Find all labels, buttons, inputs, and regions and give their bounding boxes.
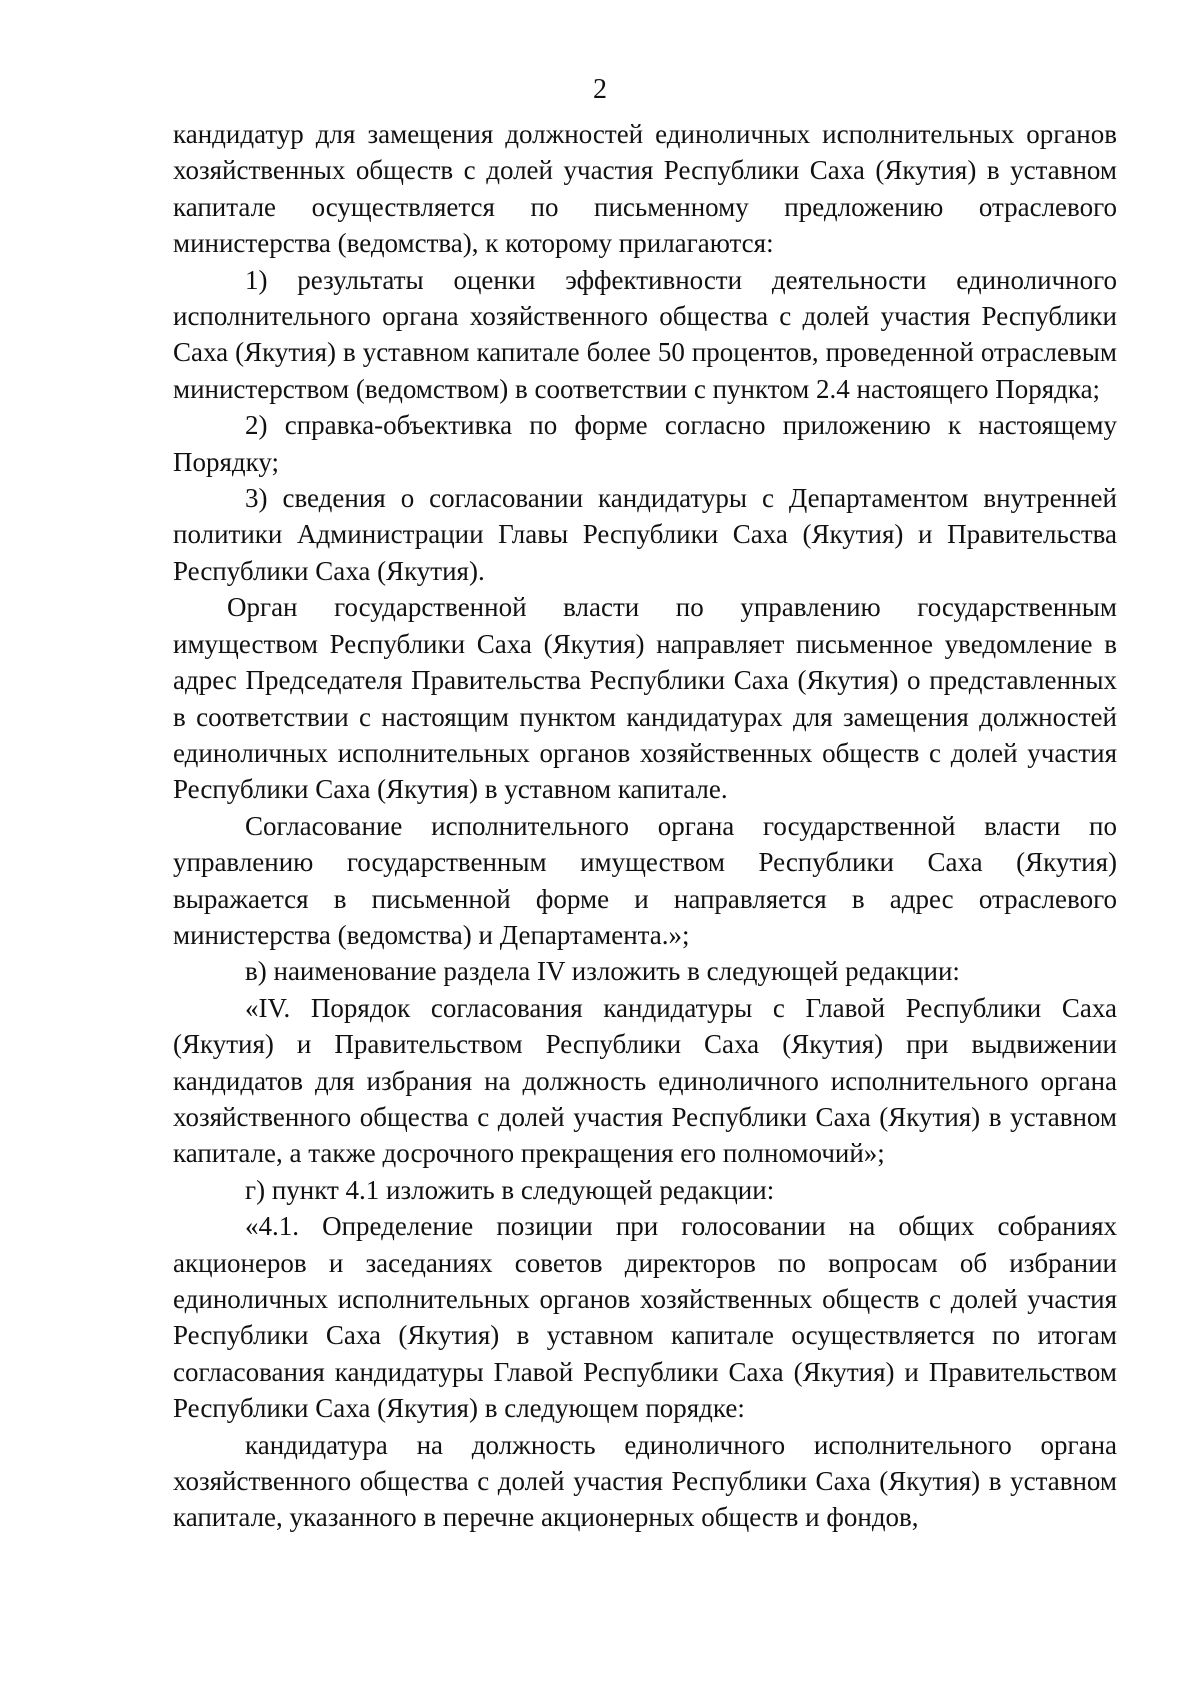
paragraph-item-2: 2) справка-объективка по форме согласно приложению к настоящему Порядку; [173,410,1117,477]
paragraph-section-iv-title: «IV. Порядок согласования кандидатуры с Главой Республики Саха (Якутия) и Правительством Республики Саха (Якутия) при выдвижении кандидатов для избрания на должность единоличного исполнительного органа хозяйственного общества с долей участия Республики Саха (Якутия) в уставном капитале, а также досрочного прекращения его полномочий»; [173,992,1117,1169]
paragraph-candidate: кандидатура на должность единоличного исполнительного органа хозяйственного общества с долей участия Республики Саха (Якутия) в уставном капитале, указанного в перечне акционерных обществ и фондов, [173,1429,1117,1533]
paragraph-item-4-1: «4.1. Определение позиции при голосовании на общих собраниях акционеров и заседаниях советов директоров по вопросам об избрании единоличных исполнительных органов хозяйственных обществ с долей участия Республики Саха (Якутия) в уставном капитале осуществляется по итогам согласования кандидатуры Главой Республики Саха (Якутия) и Правительством Республики Саха (Якутия) в следующем порядке: [173,1211,1117,1424]
document-body [173,116,1117,1536]
paragraph-notification: Орган государственной власти по управлению государственным имуществом Республики Саха (Якутия) направляет письменное уведомление в адрес Председателя Правительства Республики Саха (Якутия) о представленных в соответствии с настоящим пунктом кандидатурах для замещения должностей единоличных исполнительных органов хозяйственных обществ с долей участия Республики Саха (Якутия) в уставном капитале. [173,592,1117,805]
paragraph-item-3: 3) сведения о согласовании кандидатуры с Департаментом внутренней политики Администрации Главы Республики Саха (Якутия) и Правительства Республики Саха (Якутия). [173,483,1117,586]
paragraph-continuation: кандидатур для замещения должностей единоличных исполнительных органов хозяйственных обществ с долей участия Республики Саха (Якутия) в уставном капитале осуществляется по письменному предложению отраслевого министерства (ведомства), к которому прилагаются: [173,119,1117,259]
paragraph-amendment-v: в) наименование раздела IV изложить в следующей редакции: [245,956,960,987]
page-number: 2 [593,74,607,105]
paragraph-item-1: 1) результаты оценки эффективности деятельности единоличного исполнительного органа хозяйственного общества с долей участия Республики Саха (Якутия) в уставном капитале более 50 процентов, проведенной отраслевым министерством (ведомством) в соответствии с пунктом 2.4 настоящего Порядка; [173,264,1117,404]
paragraph-amendment-g: г) пункт 4.1 изложить в следующей редакции: [245,1174,775,1205]
paragraph-approval: Согласование исполнительного органа государственной власти по управлению государственным имуществом Республики Саха (Якутия) выражается в письменной форме и направляется в адрес отраслевого министерства (ведомства) и Департамента.»; [173,810,1117,950]
